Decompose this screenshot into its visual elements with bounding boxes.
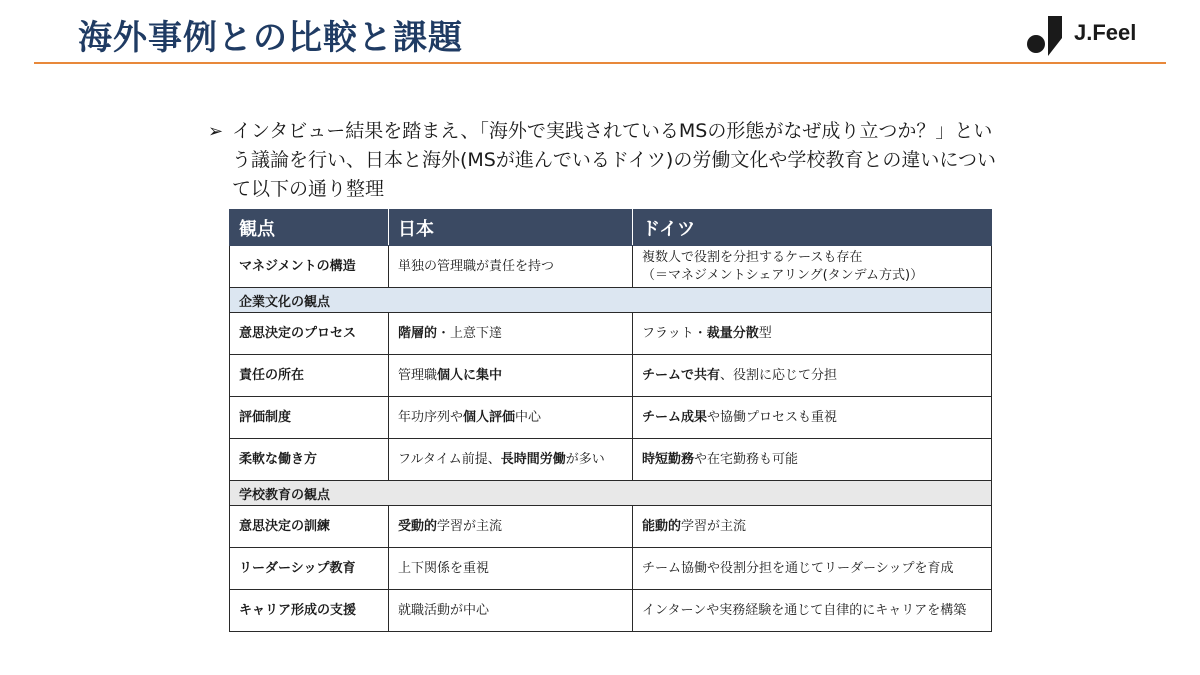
intro-text: インタビュー結果を踏まえ、「海外で実践されているMSの形態がなぜ成り立つか？」という議論を行い、日本と海外(MSが進んでいるドイツ)の労働文化や学校教育との違いについて以下の通り整理 [232,120,996,200]
header-germany: ドイツ [633,210,992,246]
arrow-bullet-icon: ➢ [208,121,224,142]
row-japan: 単独の管理職が責任を持つ [389,246,633,288]
row-germany-line2: （＝マネジメントシェアリング(タンデム方式)） [642,267,924,283]
row-germany: インターンや実務経験を通じて自律的にキャリアを構築 [633,590,992,632]
table-row [230,439,992,481]
row-germany: チーム協働や役割分担を通じてリーダーシップを育成 [633,548,992,590]
table-row [230,313,992,355]
row-aspect: 意思決定のプロセス [230,313,389,355]
comparison-table [229,209,992,632]
logo-text: J.Feel [1074,20,1137,45]
row-germany: 時短勤務や在宅勤務も可能 [633,439,992,481]
row-japan: フルタイム前提、長時間労働が多い [389,439,633,481]
row-germany [633,246,992,288]
table-row [230,397,992,439]
row-japan: 管理職個人に集中 [389,355,633,397]
row-germany: チームで共有、役割に応じて分担 [633,355,992,397]
header-aspect: 観点 [230,210,389,246]
row-aspect: リーダーシップ教育 [230,548,389,590]
table-header-row [230,210,992,246]
row-aspect: 柔軟な働き方 [230,439,389,481]
row-germany: フラット・裁量分散型 [633,313,992,355]
row-germany-line1: 複数人で役割を分担するケースも存在 [642,249,863,265]
row-aspect: 責任の所在 [230,355,389,397]
row-aspect: マネジメントの構造 [230,246,389,288]
row-aspect: キャリア形成の支援 [230,590,389,632]
header-japan: 日本 [389,210,633,246]
section-row-school-education [230,481,992,506]
row-aspect: 評価制度 [230,397,389,439]
logo [1026,14,1166,58]
row-japan: 上下関係を重視 [389,548,633,590]
row-japan: 年功序列や個人評価中心 [389,397,633,439]
row-japan: 階層的・上意下達 [389,313,633,355]
table-row [230,548,992,590]
logo-mark-icon [1026,14,1072,58]
table-row [230,590,992,632]
row-aspect: 意思決定の訓練 [230,506,389,548]
row-germany: チーム成果や協働プロセスも重視 [633,397,992,439]
row-germany: 能動的学習が主流 [633,506,992,548]
page-title: 海外事例との比較と課題 [78,18,463,58]
section-label: 学校教育の観点 [230,481,992,506]
table-row [230,355,992,397]
section-row-corporate-culture [230,288,992,313]
intro-bullet-point [208,117,1008,204]
row-japan: 受動的学習が主流 [389,506,633,548]
table-row [230,246,992,288]
table-row [230,506,992,548]
section-label: 企業文化の観点 [230,288,992,313]
title-divider [34,62,1166,64]
row-japan: 就職活動が中心 [389,590,633,632]
